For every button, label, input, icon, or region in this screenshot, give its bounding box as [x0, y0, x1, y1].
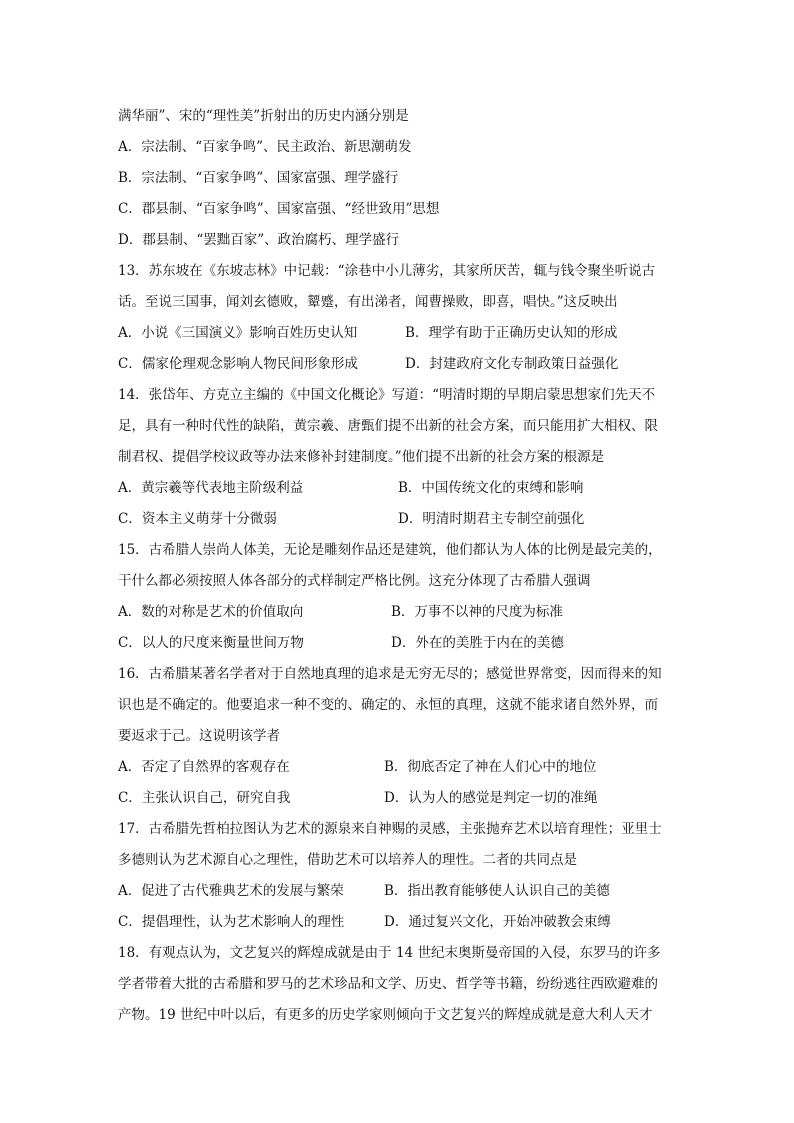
- q17-stem-line: 多德则认为艺术源自心之理性，借助艺术可以培养人的理性。二者的共同点是: [118, 852, 577, 868]
- q17-option-c: C．提倡理性，认为艺术影响人的理性: [118, 914, 345, 930]
- page-content: [118, 101, 678, 1031]
- q18-stem-line: 18．有观点认为，文艺复兴的辉煌成就是由于 14 世纪末奥斯曼帝国的入侵，东罗马的许多: [118, 945, 661, 961]
- q13-stem-line: 13．苏东坡在《东坡志林》中记载：“涂巷中小儿薄劣，其家所厌苦，辄与钱令聚坐听说古: [118, 263, 656, 279]
- q17-option-d: D．通过复兴文化，开始冲破教会束缚: [384, 914, 611, 930]
- q12-option-a: A．宗法制、“百家争鸣”、民主政治、新思潮萌发: [118, 139, 412, 155]
- q15-options-row: [118, 628, 678, 659]
- q13-stem-line: 话。至说三国事，闻刘玄德败，颦蹙，有出涕者，闻曹操败，即喜，唱快。”这反映出: [118, 294, 618, 310]
- q14-stem-line: 制君权、提倡学校议政等办法来修补封建制度。”他们提不出新的社会方案的根源是: [118, 449, 605, 465]
- q14-stem-line: 足，具有一种时代性的缺陷，黄宗羲、唐甄们提不出新的社会方案，而只能用扩大相权、限: [118, 418, 658, 434]
- q13-option-d: D．封建政府文化专制政策日益强化: [405, 356, 619, 372]
- q15-stem-line: 干什么都必须按照人体各部分的式样制定严格比例。这充分体现了古希腊人强调: [118, 573, 591, 589]
- q12-option-b: B．宗法制、“百家争鸣”、国家富强、理学盛行: [118, 170, 399, 186]
- q16-option-b: B．彻底否定了神在人们心中的地位: [384, 759, 597, 775]
- q16-stem-line: 识也是不确定的。他要追求一种不变的、确定的、永恒的真理，这就不能求诸自然外界，而: [118, 697, 658, 713]
- q15-stem-line: 15．古希腊人崇尚人体美，无论是雕刻作品还是建筑，他们都认为人体的比例是最完美的，: [118, 542, 662, 558]
- q14-option-a: A．黄宗羲等代表地主阶级利益: [118, 480, 304, 496]
- q16-option-a: A．否定了自然界的客观存在: [118, 759, 290, 775]
- q17-option-a: A．促进了古代雅典艺术的发展与繁荣: [118, 883, 344, 899]
- q13-options-row: [118, 318, 678, 349]
- q15-options-row: [118, 597, 678, 628]
- q13-option-a: A．小说《三国演义》影响百姓历史认知: [118, 325, 358, 341]
- q16-options-row: [118, 752, 678, 783]
- q14-option-b: B．中国传统文化的束缚和影响: [398, 480, 584, 496]
- q17-options-row: [118, 907, 678, 938]
- q17-option-b: B．指出教育能够使人认识自己的美德: [384, 883, 610, 899]
- q14-option-d: D．明清时期君主专制空前强化: [398, 511, 585, 527]
- q13-option-b: B．理学有助于正确历史认知的形成: [405, 325, 618, 341]
- q12-stem-line: 满华丽”、宋的“理性美”折射出的历史内涵分别是: [118, 108, 409, 124]
- q15-option-b: B．万事不以神的尺度为标准: [391, 604, 563, 620]
- q14-options-row: [118, 504, 678, 535]
- q18-stem-line: 学者带着大批的古希腊和罗马的艺术珍品和文学、历史、哲学等书籍，纷纷逃往西欧避难的: [118, 976, 658, 992]
- q14-option-c: C．资本主义萌芽十分微弱: [118, 511, 277, 527]
- q12-option-d: D．郡县制、“罢黜百家”、政治腐朽、理学盛行: [118, 232, 400, 248]
- q16-stem-line: 要返求于己。这说明该学者: [118, 728, 280, 744]
- q13-option-c: C．儒家伦理观念影响人物民间形象形成: [118, 356, 358, 372]
- q13-options-row: [118, 349, 678, 380]
- q15-option-a: A．数的对称是艺术的价值取向: [118, 604, 304, 620]
- q16-options-row: [118, 783, 678, 814]
- q17-stem-line: 17．古希腊先哲柏拉图认为艺术的源泉来自神赐的灵感，主张抛弃艺术以培育理性；亚里士: [118, 821, 662, 837]
- q16-option-d: D．认为人的感觉是判定一切的准绳: [384, 790, 598, 806]
- q14-options-row: [118, 473, 678, 504]
- q17-options-row: [118, 876, 678, 907]
- q18-stem-line: 产物。19 世纪中叶以后，有更多的历史学家则倾向于文艺复兴的辉煌成就是意大利人天才: [118, 1007, 653, 1023]
- q15-option-d: D．外在的美胜于内在的美德: [391, 635, 564, 651]
- q12-option-c: C．郡县制、“百家争鸣”、国家富强、“经世致用”思想: [118, 201, 440, 217]
- q16-stem-line: 16．古希腊某著名学者对于自然地真理的追求是无穷无尽的；感觉世界常变，因而得来的知: [118, 666, 662, 682]
- q16-option-c: C．主张认识自己，研究自我: [118, 790, 291, 806]
- q14-stem-line: 14．张岱年、方克立主编的《中国文化概论》写道：“明清时期的早期启蒙思想家们先天不: [118, 387, 656, 403]
- q15-option-c: C．以人的尺度来衡量世间万物: [118, 635, 304, 651]
